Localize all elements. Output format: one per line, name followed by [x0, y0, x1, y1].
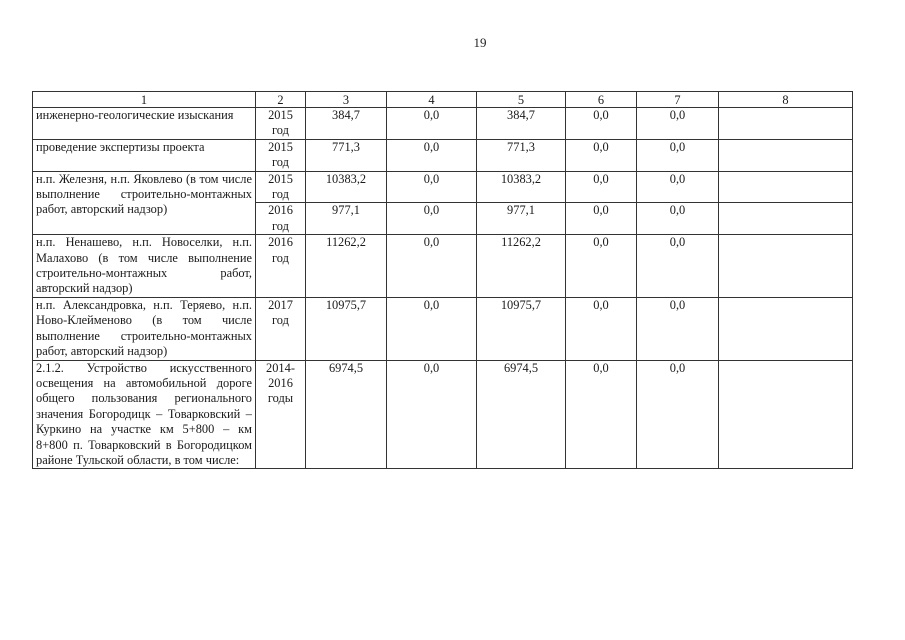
row-col4: 0,0 [387, 171, 477, 203]
column-header-2: 2 [256, 92, 306, 108]
row-col7: 0,0 [637, 297, 719, 360]
row-col7: 0,0 [637, 108, 719, 140]
row-col3: 10975,7 [306, 297, 387, 360]
row-col3: 771,3 [306, 139, 387, 171]
column-header-1: 1 [33, 92, 256, 108]
table-row [33, 235, 853, 298]
row-col6: 0,0 [566, 360, 637, 469]
row-col6: 0,0 [566, 139, 637, 171]
row-year: 2015 год [256, 108, 306, 140]
row-col6: 0,0 [566, 297, 637, 360]
budget-table [32, 91, 853, 469]
row-col3: 11262,2 [306, 235, 387, 298]
row-year: 2015 год [256, 171, 306, 203]
row-col5: 6974,5 [477, 360, 566, 469]
row-col8 [719, 235, 853, 298]
row-col4: 0,0 [387, 139, 477, 171]
column-number-row [33, 92, 853, 108]
row-col5: 384,7 [477, 108, 566, 140]
row-year: 2014-2016 годы [256, 360, 306, 469]
row-year: 2017 год [256, 297, 306, 360]
row-col6: 0,0 [566, 203, 637, 235]
row-description: 2.1.2. Устройство искусственного освещения на автомобильной дороге общего пользования регионального значения Богородицк – Товарковский – Куркино на участке км 5+800 – км 8+800 п. Товарковский в Богородицком районе Тульской области, в том числе: [33, 360, 256, 469]
row-col5: 977,1 [477, 203, 566, 235]
row-col4: 0,0 [387, 108, 477, 140]
row-description: проведение экспертизы проекта [33, 139, 256, 171]
table-row [33, 360, 853, 469]
row-col5: 771,3 [477, 139, 566, 171]
row-col6: 0,0 [566, 171, 637, 203]
row-col4: 0,0 [387, 297, 477, 360]
row-year: 2015 год [256, 139, 306, 171]
row-year: 2016 год [256, 203, 306, 235]
column-header-6: 6 [566, 92, 637, 108]
column-header-3: 3 [306, 92, 387, 108]
column-header-8: 8 [719, 92, 853, 108]
row-col8 [719, 360, 853, 469]
table-row [33, 171, 853, 203]
row-col8 [719, 297, 853, 360]
row-col7: 0,0 [637, 235, 719, 298]
table-row [33, 108, 853, 140]
row-col8 [719, 203, 853, 235]
row-col4: 0,0 [387, 235, 477, 298]
row-description: инженерно-геологические изыскания [33, 108, 256, 140]
row-col5: 11262,2 [477, 235, 566, 298]
row-col7: 0,0 [637, 360, 719, 469]
row-col7: 0,0 [637, 171, 719, 203]
row-description: н.п. Ненашево, н.п. Новоселки, н.п. Малахово (в том числе выполнение строительно-монтажных работ, авторский надзор) [33, 235, 256, 298]
column-header-7: 7 [637, 92, 719, 108]
row-col5: 10383,2 [477, 171, 566, 203]
table-row [33, 139, 853, 171]
row-col7: 0,0 [637, 203, 719, 235]
row-col4: 0,0 [387, 203, 477, 235]
row-description: н.п. Александровка, н.п. Теряево, н.п. Ново-Клейменово (в том числе выполнение строительно-монтажных работ, авторский надзор) [33, 297, 256, 360]
row-col3: 977,1 [306, 203, 387, 235]
row-year: 2016 год [256, 235, 306, 298]
page-number: 19 [473, 35, 487, 50]
table-row [33, 297, 853, 360]
row-description: н.п. Железня, н.п. Яковлево (в том числе выполнение строительно-монтажных работ, авторский надзор) [33, 171, 256, 235]
column-header-5: 5 [477, 92, 566, 108]
row-col3: 10383,2 [306, 171, 387, 203]
row-col7: 0,0 [637, 139, 719, 171]
row-col5: 10975,7 [477, 297, 566, 360]
row-col6: 0,0 [566, 235, 637, 298]
column-header-4: 4 [387, 92, 477, 108]
row-col8 [719, 139, 853, 171]
row-col4: 0,0 [387, 360, 477, 469]
row-col3: 6974,5 [306, 360, 387, 469]
row-col3: 384,7 [306, 108, 387, 140]
row-col6: 0,0 [566, 108, 637, 140]
row-col8 [719, 108, 853, 140]
row-col8 [719, 171, 853, 203]
